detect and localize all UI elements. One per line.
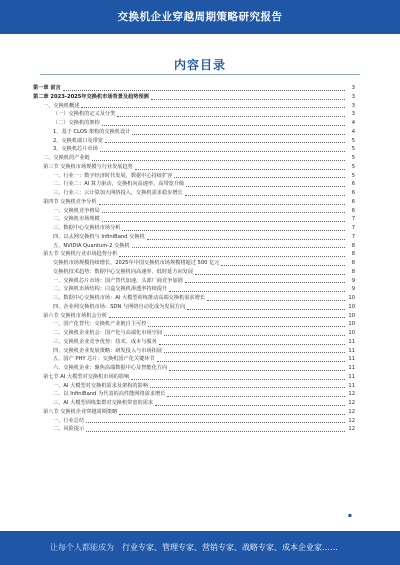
toc-leader-dots (86, 422, 345, 423)
toc-entry-page: 3 (351, 93, 355, 100)
toc-entry-page: 6 (351, 198, 355, 205)
toc-entry-label: 第一章 前言 (33, 85, 61, 91)
toc-entry-label: 一、交换机竞争格局 (53, 207, 100, 214)
toc-entry-label: 二、风险提示 (53, 426, 85, 433)
toc-entry[interactable] (33, 242, 355, 251)
toc-entry-page: 5 (351, 155, 355, 161)
toc-entry[interactable] (33, 312, 355, 321)
toc-entry-page: 7 (351, 233, 355, 240)
toc-entry[interactable] (33, 189, 355, 198)
toc-entry-label: 第四节 交换机竞争分析 (43, 198, 97, 205)
toc-entry[interactable] (33, 364, 355, 373)
toc-entry-page: 5 (351, 163, 355, 170)
toc-entry[interactable] (33, 172, 355, 181)
toc-entry[interactable] (33, 119, 355, 128)
toc-entry[interactable] (33, 425, 355, 434)
toc-entry-label: 第二章 2023-2025年交换机市场背景及趋势预测 (33, 93, 149, 100)
page-header (0, 0, 400, 34)
toc-entry[interactable] (33, 163, 355, 172)
toc-entry-page: 8 (351, 268, 355, 275)
toc-leader-dots (150, 387, 345, 388)
toc-entry-page: 6 (351, 181, 355, 188)
toc-leader-dots (63, 90, 345, 91)
toc-entry-label: 第七节 AI 大模型对交换机市场的影响 (43, 373, 130, 380)
toc-leader-dots (99, 204, 345, 205)
toc-entry[interactable] (33, 303, 355, 312)
toc-leader-dots (155, 405, 345, 406)
toc-leader-dots (221, 265, 345, 266)
toc-entry-page: 3 (351, 102, 355, 109)
toc-entry-page: 9 (351, 277, 355, 284)
toc-leader-dots (148, 326, 345, 327)
toc-entry-page: 6 (351, 207, 355, 214)
toc-entry-page: 8 (351, 251, 355, 258)
table-of-contents (33, 84, 355, 434)
toc-entry[interactable] (33, 145, 355, 154)
toc-heading: 内容目录 (173, 58, 226, 72)
toc-entry-label: 1、基于 CLOS 架构的交换机设计 (53, 128, 131, 135)
toc-leader-dots (119, 414, 345, 415)
toc-entry[interactable] (33, 84, 355, 93)
toc-entry-page: 12 (348, 391, 355, 398)
toc-leader-dots (105, 142, 345, 143)
toc-leader-dots (147, 239, 345, 240)
toc-entry[interactable] (33, 382, 355, 391)
toc-entry-page: 3 (351, 111, 355, 118)
toc-entry-label: 三、数据中心交换机市场分析 (53, 225, 121, 231)
toc-entry-page: 11 (348, 347, 355, 354)
page-footer (0, 531, 400, 565)
toc-leader-dots (135, 169, 345, 170)
toc-entry-label: 第五节 交换机行业市场趋势分析 (43, 251, 118, 258)
toc-entry-label: 四、以太网交换机与 InfiniBand 交换机 (53, 233, 145, 240)
toc-entry[interactable] (33, 417, 355, 426)
toc-entry[interactable] (33, 373, 355, 382)
toc-leader-dots (102, 221, 345, 222)
toc-entry[interactable] (33, 102, 355, 111)
toc-leader-dots (187, 309, 345, 310)
toc-entry-page: 10 (348, 295, 355, 301)
toc-entry-page: 4 (351, 128, 355, 135)
toc-entry-label: 四、企业网交换机市场：SDN 与网络自动化成为发展方向 (53, 303, 186, 310)
toc-entry-page: 11 (348, 373, 355, 380)
toc-entry-page: 11 (348, 365, 355, 371)
toc-entry[interactable] (33, 207, 355, 216)
toc-entry-label: 交换机技术趋势：数据中心交换机向高速率、低时延方向发展 (53, 268, 194, 275)
toc-entry-page: 7 (351, 216, 355, 223)
toc-entry-label: 3、交换机芯片市场 (53, 146, 98, 153)
toc-entry[interactable] (33, 93, 355, 102)
toc-entry[interactable] (33, 320, 355, 329)
toc-entry-page: 10 (348, 312, 355, 319)
toc-leader-dots (195, 274, 345, 275)
toc-leader-dots (157, 361, 345, 362)
toc-entry-page: 4 (351, 120, 355, 126)
report-title: 交换机企业穿越周期策略研究报告 (117, 11, 283, 23)
page-marker: ▪ (347, 512, 352, 519)
toc-entry[interactable] (33, 355, 355, 364)
toc-entry-label: 一、AI 大模型对交换机需求及架构的影响 (53, 382, 148, 389)
toc-entry-label: 第八节 交换机企业穿越周期策略 (43, 408, 118, 415)
toc-entry-label: 一、行业总结 (53, 417, 85, 424)
toc-entry[interactable] (33, 128, 355, 137)
toc-leader-dots (174, 177, 345, 178)
toc-entry-label: 二、行业二：AI 算力驱动，交换机向高速率、高带宽升级 (53, 181, 185, 188)
toc-entry[interactable] (33, 399, 355, 408)
toc-entry-label: 三、交换机企业竞争优势：技术、成本与服务 (53, 338, 157, 345)
toc-entry[interactable] (33, 137, 355, 146)
toc-entry-label: 三、数据中心交换机市场：AI 大模型训练推动高端交换机需求增长 (53, 295, 205, 301)
toc-entry[interactable] (33, 180, 355, 189)
toc-entry-label: 第六节 交换机市场机会分析 (43, 312, 107, 319)
toc-entry[interactable] (33, 347, 355, 356)
toc-entry[interactable] (33, 338, 355, 347)
toc-entry[interactable] (33, 110, 355, 119)
toc-entry[interactable] (33, 329, 355, 338)
toc-leader-dots (164, 352, 345, 353)
toc-entry[interactable] (33, 250, 355, 259)
toc-leader-dots (81, 107, 345, 108)
toc-divider (40, 74, 360, 75)
toc-entry[interactable] (33, 259, 355, 268)
toc-entry-label: 一、交换机概述 (43, 102, 80, 109)
footer-slogan: 让每个人都能成为 (50, 543, 114, 552)
toc-leader-dots (132, 247, 345, 248)
toc-entry-label: 五、国产 PHY 芯片：交换机国产化关键环节 (53, 356, 155, 363)
toc-entry[interactable] (33, 224, 355, 233)
toc-entry-page: 12 (348, 417, 355, 424)
toc-leader-dots (164, 335, 345, 336)
toc-leader-dots (132, 134, 345, 135)
toc-entry-page: 11 (348, 382, 355, 389)
toc-entry-label: 三、AI 大模型训练集群对交换机带宽的需求 (53, 400, 154, 406)
toc-leader-dots (122, 230, 345, 231)
footer-roles: 行业专家、管理专家、营销专家、战略专家、成本企业家…… (122, 543, 338, 552)
toc-leader-dots (86, 431, 345, 432)
toc-leader-dots (100, 151, 345, 152)
toc-entry[interactable] (33, 154, 355, 163)
toc-leader-dots (169, 291, 345, 292)
toc-entry-label: 一、行业一：数字经济时代发展，数据中心持续扩容 (53, 172, 173, 179)
toc-entry-page: 12 (348, 400, 355, 406)
toc-leader-dots (185, 195, 345, 196)
toc-entry-label: 五、NVIDIA Quantum-2 交换机 (53, 242, 130, 249)
toc-leader-dots (185, 282, 345, 283)
toc-entry-page: 8 (351, 242, 355, 249)
toc-leader-dots (109, 317, 345, 318)
toc-leader-dots (102, 125, 345, 126)
toc-entry-page: 9 (351, 286, 355, 293)
toc-entry[interactable] (33, 198, 355, 207)
toc-entry[interactable] (33, 285, 355, 294)
toc-leader-dots (169, 370, 345, 371)
toc-entry-page: 5 (351, 146, 355, 153)
toc-entry-page: 12 (348, 426, 355, 433)
toc-entry-page: 10 (348, 321, 355, 328)
toc-entry[interactable] (33, 390, 355, 399)
toc-entry-page: 5 (351, 172, 355, 179)
toc-entry-label: 二、以 InfiniBand 为代表的高性能网络需求增长 (53, 391, 166, 398)
toc-entry-label: （一）交换机的定义及分类 (53, 111, 116, 118)
toc-entry-label: 2、交换机端口及带宽 (53, 137, 103, 144)
toc-entry-label: 二、交换机企业机会：国产化与高端化市场空间 (53, 330, 162, 336)
toc-leader-dots (102, 212, 345, 213)
toc-entry[interactable] (33, 215, 355, 224)
toc-entry-label: 四、交换机企业发展策略：研发投入与市场拓展 (53, 347, 162, 354)
toc-entry-page: 11 (348, 356, 355, 363)
toc-entry-label: 二、交换机的产业链 (43, 155, 90, 161)
toc-entry-page: 6 (351, 190, 355, 196)
toc-entry[interactable] (33, 408, 355, 417)
toc-entry-label: 二、交换机市场结构：白盒交换机渗透率持续提升 (53, 286, 168, 293)
toc-entry-page: 5 (351, 137, 355, 144)
toc-leader-dots (117, 116, 345, 117)
toc-entry-page: 3 (351, 85, 355, 91)
toc-entry-page: 8 (351, 260, 355, 266)
toc-entry[interactable] (33, 268, 355, 277)
toc-leader-dots (119, 256, 345, 257)
toc-leader-dots (151, 99, 345, 100)
toc-entry[interactable] (33, 233, 355, 242)
toc-entry-label: 一、国产化替代：交换机产业链自主可控 (53, 321, 147, 328)
toc-entry[interactable] (33, 294, 355, 303)
toc-leader-dots (167, 396, 345, 397)
toc-leader-dots (186, 186, 345, 187)
toc-entry-label: （二）交换机的架构 (53, 120, 100, 126)
toc-leader-dots (207, 300, 345, 301)
toc-leader-dots (92, 160, 345, 161)
toc-entry-label: 一、交换机芯片市场：国产替代加速，头部厂商竞争加剧 (53, 277, 183, 284)
toc-entry-label: 交换机市场规模持续增长，2025年中国交换机市场规模将超过 500 亿元 (53, 260, 220, 266)
toc-entry-page: 11 (348, 338, 355, 345)
toc-entry-page: 10 (348, 330, 355, 336)
toc-entry-label: 二、交换机市场规模 (53, 216, 100, 223)
toc-entry-page: 10 (348, 303, 355, 310)
toc-entry-label: 三、行业三：云计算加大网络投入，交换机需求稳步增长 (53, 190, 183, 196)
toc-entry-page: 12 (348, 408, 355, 415)
toc-entry-label: 六、交换机企业：聚焦高端数据中心及智能化方向 (53, 365, 168, 371)
toc-leader-dots (131, 379, 345, 380)
toc-leader-dots (159, 344, 345, 345)
toc-entry-page: 7 (351, 225, 355, 231)
toc-entry[interactable] (33, 277, 355, 286)
toc-entry-label: 第三节 交换机市场规模与行业发展趋势 (43, 163, 133, 170)
